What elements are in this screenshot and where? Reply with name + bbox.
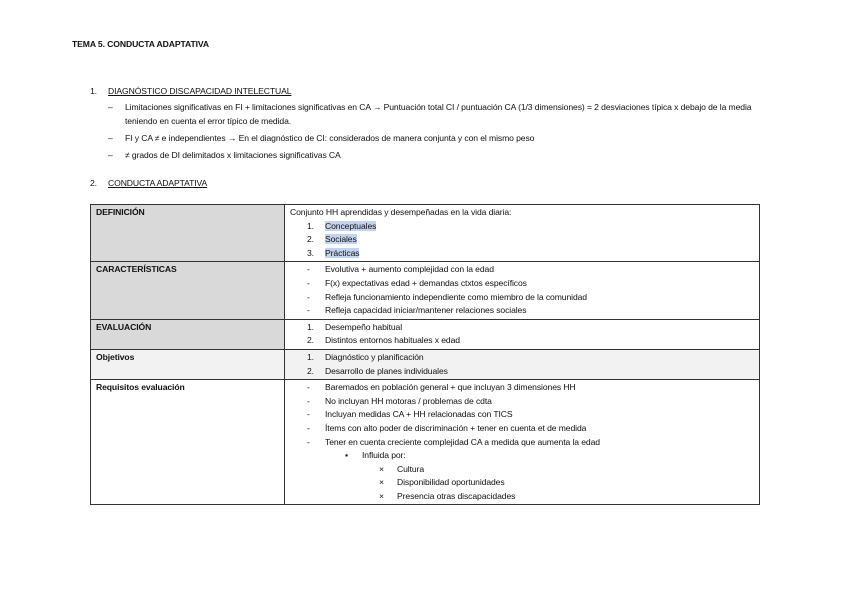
bullet-text: ≠ grados de DI delimitados x limitaciones significativas CA <box>125 150 341 160</box>
list-item <box>290 233 754 247</box>
row-content <box>285 380 760 505</box>
item-text: Desarrollo de planes individuales <box>325 365 448 376</box>
list-item <box>290 277 754 291</box>
item-text: Conceptuales <box>325 220 377 231</box>
row-label: Objetivos <box>91 349 285 379</box>
conducta-adaptativa-table <box>90 204 760 505</box>
definition-intro: Conjunto HH aprendidas y desempeñadas en la vida diaria: <box>290 207 512 217</box>
section-2-heading <box>90 178 207 188</box>
sub-sub-list-item <box>290 476 754 490</box>
dash-marker: - <box>307 382 310 393</box>
item-text: Tener en cuenta creciente complejidad CA a medida que aumenta la edad <box>325 436 600 447</box>
row-label: Requisitos evaluación <box>91 380 285 505</box>
list-item <box>290 220 754 234</box>
list-item <box>290 304 754 318</box>
number-marker: 2. <box>307 234 314 245</box>
section-number: 1. <box>90 86 97 96</box>
number-marker: 1. <box>307 321 314 332</box>
document-title: TEMA 5. CONDUCTA ADAPTATIVA <box>72 39 210 49</box>
row-caracteristicas <box>91 262 760 319</box>
row-label: CARACTERÍSTICAS <box>91 262 285 319</box>
section-1-bullets <box>108 100 763 162</box>
item-text: Diagnóstico y planificación <box>325 351 424 362</box>
item-text: Influida por: <box>362 450 406 461</box>
row-label: DEFINICIÓN <box>91 205 285 262</box>
number-marker: 2. <box>307 335 314 346</box>
dash-marker: - <box>307 277 310 288</box>
item-text: Evolutiva + aumento complejidad con la edad <box>325 264 494 275</box>
dash-marker: - <box>307 409 310 420</box>
cross-bullet-icon: × <box>379 463 384 474</box>
list-item <box>290 321 754 335</box>
square-bullet-icon: ▪ <box>345 450 348 461</box>
row-content <box>285 205 760 262</box>
item-text: Incluyan medidas CA + HH relacionadas con TICS <box>325 409 513 420</box>
list-item <box>290 247 754 261</box>
bullet-item <box>108 131 763 145</box>
number-marker: 1. <box>307 351 314 362</box>
list-item <box>290 381 754 395</box>
row-label: EVALUACIÓN <box>91 319 285 349</box>
list-item <box>290 395 754 409</box>
list-item <box>290 291 754 305</box>
sub-sub-list-item <box>290 463 754 477</box>
row-content <box>285 319 760 349</box>
item-text: Presencia otras discapacidades <box>397 490 516 501</box>
dash-marker: - <box>307 264 310 275</box>
section-number: 2. <box>90 178 97 188</box>
dash-marker: – <box>108 133 113 143</box>
section-title: CONDUCTA ADAPTATIVA <box>108 178 208 188</box>
sub-sub-list-item <box>290 490 754 504</box>
item-text: Disponibilidad oportunidades <box>397 477 505 488</box>
item-text: Ítems con alto poder de discriminación + tener en cuenta et de medida <box>325 422 587 433</box>
list-item <box>290 408 754 422</box>
dash-marker: - <box>307 305 310 316</box>
row-content <box>285 349 760 379</box>
list-item <box>290 351 754 365</box>
item-text: Sociales <box>325 234 357 245</box>
item-text: Baremados en población general + que incluyan 3 dimensiones HH <box>325 382 576 393</box>
row-requisitos <box>91 380 760 505</box>
list-item <box>290 436 754 450</box>
number-marker: 1. <box>307 220 314 231</box>
sub-list-item <box>290 449 754 463</box>
number-marker: 3. <box>307 247 314 258</box>
row-objetivos <box>91 349 760 379</box>
section-1-heading <box>90 86 291 96</box>
list-item <box>290 334 754 348</box>
number-marker: 2. <box>307 365 314 376</box>
section-title: DIAGNÓSTICO DISCAPACIDAD INTELECTUAL <box>108 86 292 96</box>
item-text: Refleja capacidad iniciar/mantener relaciones sociales <box>325 305 527 316</box>
cross-bullet-icon: × <box>379 477 384 488</box>
row-definicion <box>91 205 760 262</box>
list-item <box>290 365 754 379</box>
cross-bullet-icon: × <box>379 490 384 501</box>
item-text: Prácticas <box>325 247 360 258</box>
row-content <box>285 262 760 319</box>
bullet-item <box>108 100 763 128</box>
item-text: No incluyan HH motoras / problemas de cdta <box>325 395 492 406</box>
bullet-text: Limitaciones significativas en FI + limitaciones significativas en CA → Puntuación total CI / puntuación CA (1/3 dimensiones) = 2 desviaciones típica x debajo de la media teniendo en cuenta el error típico de medida. <box>125 102 752 126</box>
item-text: Cultura <box>397 463 425 474</box>
dash-marker: - <box>307 422 310 433</box>
dash-marker: – <box>108 102 113 112</box>
dash-marker: - <box>307 395 310 406</box>
bullet-item <box>108 148 763 162</box>
list-item <box>290 263 754 277</box>
item-text: Refleja funcionamiento independiente como miembro de la comunidad <box>325 291 587 302</box>
bullet-text: FI y CA ≠ e independientes → En el diagnóstico de CI: considerados de manera conjunta y con el mismo peso <box>125 133 535 143</box>
row-evaluacion <box>91 319 760 349</box>
item-text: Distintos entornos habituales x edad <box>325 335 460 346</box>
item-text: Desempeño habitual <box>325 321 403 332</box>
dash-marker: - <box>307 436 310 447</box>
list-item <box>290 422 754 436</box>
dash-marker: – <box>108 150 113 160</box>
dash-marker: - <box>307 291 310 302</box>
item-text: F(x) expectativas edad + demandas ctxtos específicos <box>325 277 527 288</box>
